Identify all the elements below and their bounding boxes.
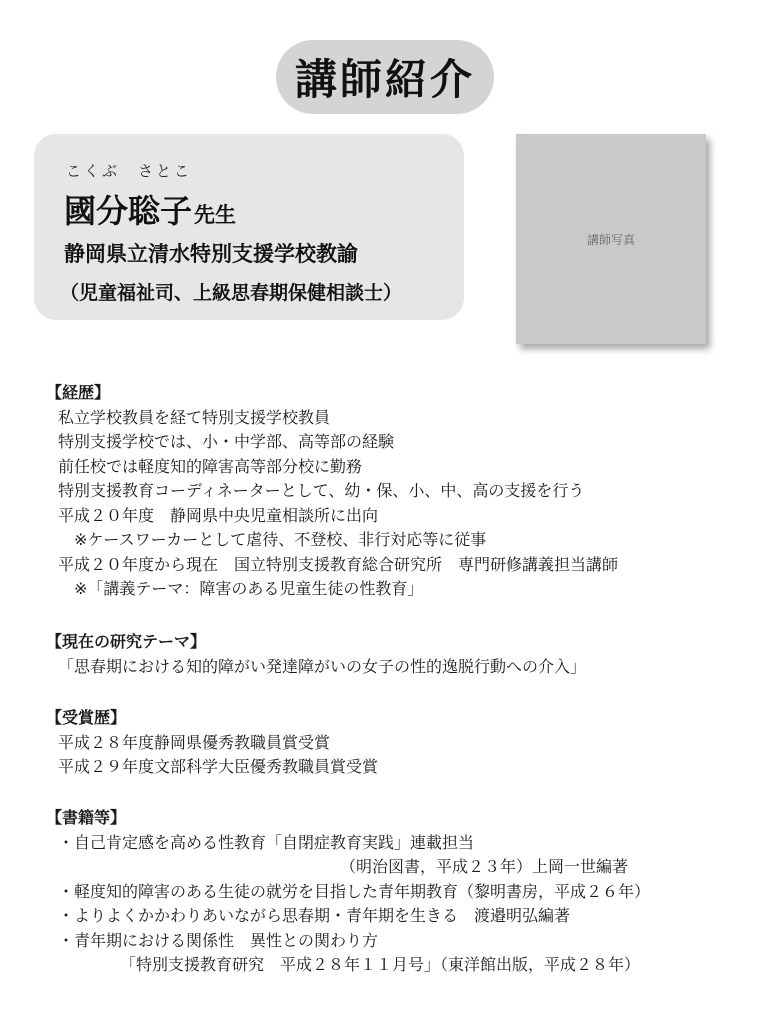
lecturer-name-line xyxy=(64,186,236,232)
career-line: 私立学校教員を経て特別支援学校教員 xyxy=(58,407,331,427)
name-furigana: こくぶ さとこ xyxy=(66,162,193,180)
career-line: 特別支援教育コーディネーターとして、幼・保、小、中、高の支援を行う xyxy=(58,481,585,500)
lecturer-qualifications: （児童福祉司、上級思春期保健相談士） xyxy=(60,282,403,304)
page-title: 講師紹介 xyxy=(294,55,475,104)
award-line: 平成２９年度文部科学大臣優秀教職員賞受賞 xyxy=(58,757,379,776)
lecturer-name: 國分聡子 xyxy=(64,192,193,230)
career-line: 前任校では軽度知的障害高等部分校に勤務 xyxy=(58,456,363,476)
book-line: ・自己肯定感を高める性教育「自閉症教育実践」連載担当 xyxy=(58,832,475,852)
book-line: ・青年期における関係性 異性との関わり方 xyxy=(58,930,379,950)
career-section xyxy=(46,381,746,602)
book-publisher-line: 「特別支援教育研究 平成２８年１１月号」（東洋館出版，平成２８年） xyxy=(120,955,641,974)
book-line: ・軽度知的障害のある生徒の就労を目指した青年期教育（黎明書房，平成２６年） xyxy=(58,881,651,901)
awards-section xyxy=(46,706,746,780)
book-line: ・よりよくかかわりあいながら思春期・青年期を生きる 渡邉明弘編著 xyxy=(58,906,571,925)
career-line: 特別支援学校では、小・中学部、高等部の経験 xyxy=(58,432,395,451)
page-title-banner xyxy=(276,40,494,114)
career-note: ※ケースワーカーとして虐待、不登校、非行対応等に従事 xyxy=(74,530,487,549)
research-theme: 「思春期における知的障がい発達障がいの女子の性的逸脱行動への介入」 xyxy=(58,656,587,676)
lecturer-photo xyxy=(516,134,706,344)
award-line: 平成２８年度静岡県優秀教職員賞受賞 xyxy=(58,732,331,752)
books-section xyxy=(46,806,746,978)
awards-heading: 【受賞歴】 xyxy=(46,708,127,727)
career-line: 平成２０年度 静岡県中央児童相談所に出向 xyxy=(58,505,379,525)
books-heading: 【書籍等】 xyxy=(46,808,127,827)
career-line: 平成２０年度から現在 国立特別支援教育総合研究所 専門研修講義担当講師 xyxy=(58,554,619,574)
career-heading: 【経歴】 xyxy=(46,383,111,402)
book-publisher-line: （明治図書，平成２３年）上岡一世編著 xyxy=(340,857,629,876)
research-heading: 【現在の研究テーマ】 xyxy=(46,632,207,651)
career-note: ※「講義テーマ：障害のある児童生徒の性教育」 xyxy=(74,579,424,598)
honorific: 先生 xyxy=(194,203,237,227)
research-section xyxy=(46,630,746,679)
lecturer-position: 静岡県立清水特別支援学校教諭 xyxy=(64,242,358,266)
photo-placeholder-label: 講師写真 xyxy=(586,232,635,247)
